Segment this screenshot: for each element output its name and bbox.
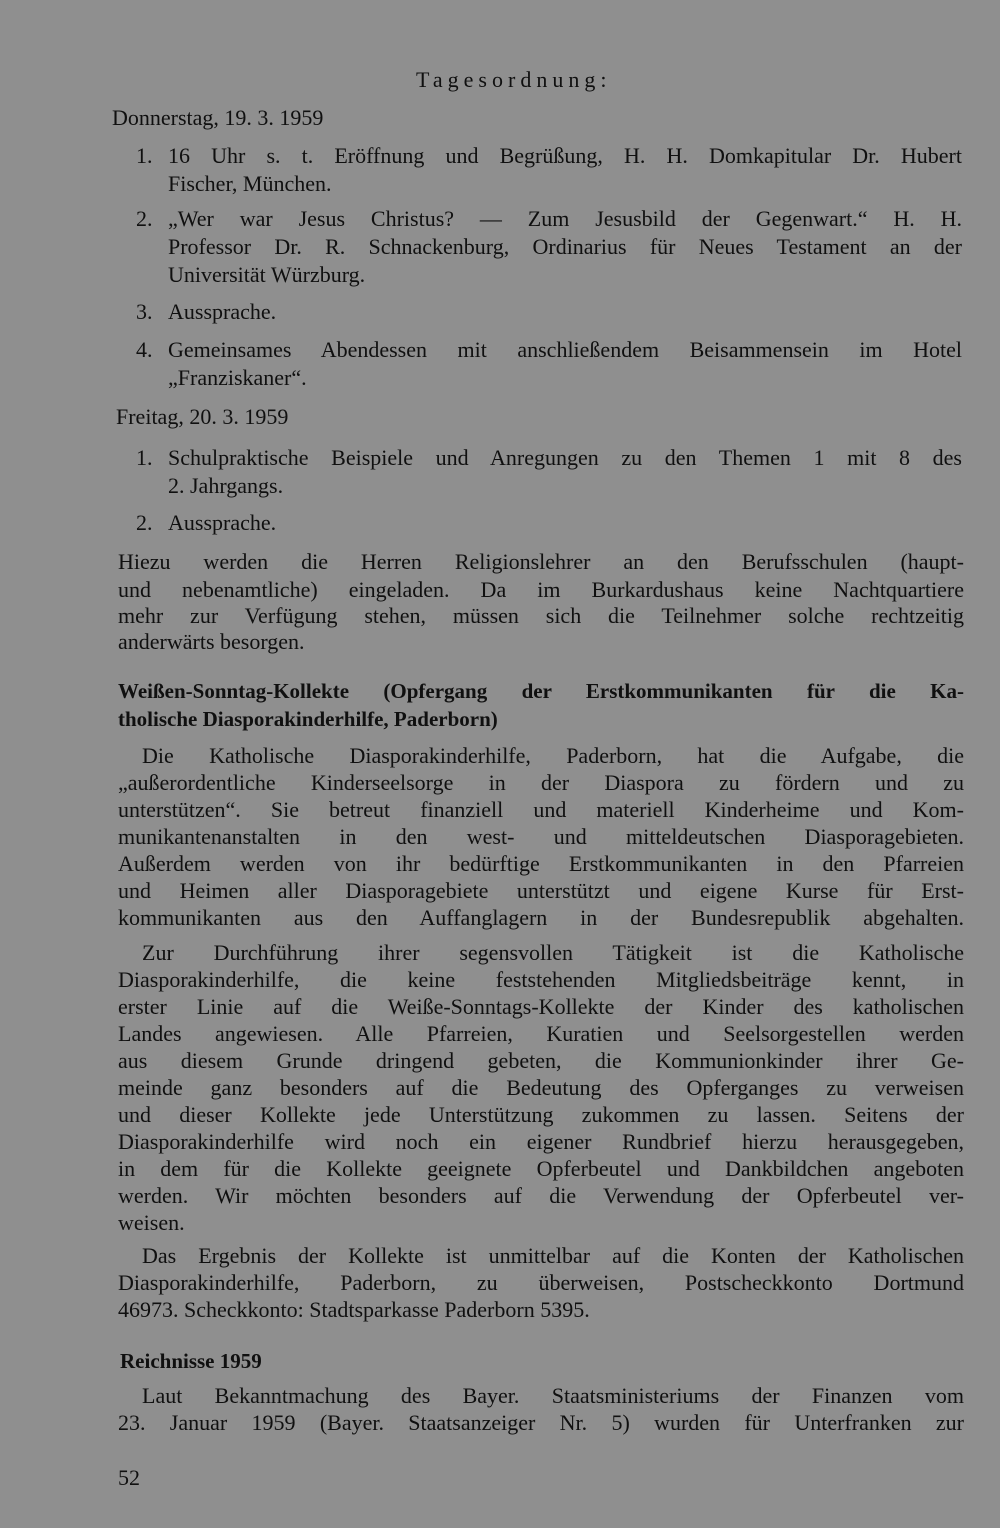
- body-text: in dem für die Kollekte geeignete Opferbeutel und Dankbildchen angeboten: [118, 1156, 964, 1181]
- body-text: Das Ergebnis der Kollekte ist unmittelbar auf die Konten der Katholischen: [142, 1243, 964, 1268]
- item-text: Fischer, München.: [168, 171, 332, 196]
- section-heading: Reichnisse 1959: [120, 1349, 262, 1373]
- body-text: unterstützen“. Sie betreut finanziell und materiell Kinderheime und Kom-: [118, 797, 964, 822]
- body-text: Außerdem werden von ihr bedürftige Erstkommunikanten in den Pfarreien: [118, 851, 964, 876]
- day-date: Donnerstag, 19. 3. 1959: [112, 105, 324, 130]
- page-number: 52: [118, 1465, 140, 1490]
- note-text: Hiezu werden die Herren Religionslehrer an den Berufsschulen (haupt-: [118, 549, 964, 574]
- body-text: munikantenanstalten in den west- und mitteldeutschen Diasporagebieten.: [118, 824, 964, 849]
- body-text: erster Linie auf die Weiße-Sonntags-Kollekte der Kinder des katholischen: [118, 994, 964, 1019]
- body-text: 46973. Scheckkonto: Stadtsparkasse Paderborn 5395.: [118, 1297, 590, 1322]
- item-text: Aussprache.: [168, 299, 277, 324]
- item-text: 16 Uhr s. t. Eröffnung und Begrüßung, H. H. Domkapitular Dr. Hubert: [168, 143, 962, 168]
- agenda-title: Tagesordnung:: [416, 67, 612, 92]
- item-number: 3.: [136, 299, 153, 324]
- item-text: Universität Würzburg.: [168, 262, 366, 287]
- body-text: werden. Wir möchten besonders auf die Verwendung der Opferbeutel ver-: [118, 1183, 964, 1208]
- body-text: Landes angewiesen. Alle Pfarreien, Kuratien und Seelsorgestellen werden: [118, 1021, 964, 1046]
- item-text: „Wer war Jesus Christus? — Zum Jesusbild der Gegenwart.“ H. H.: [168, 206, 962, 231]
- body-text: Diasporakinderhilfe wird noch ein eigener Rundbrief hierzu herausgegeben,: [118, 1129, 964, 1154]
- day-date: Freitag, 20. 3. 1959: [116, 404, 289, 429]
- item-text: Gemeinsames Abendessen mit anschließendem Beisammensein im Hotel: [168, 337, 962, 362]
- body-text: „außerordentliche Kinderseelsorge in der Diaspora zu fördern und zu: [118, 770, 964, 795]
- item-number: 4.: [136, 337, 153, 362]
- body-text: meinde ganz besonders auf die Bedeutung des Opferganges zu verweisen: [118, 1075, 964, 1100]
- item-text: Schulpraktische Beispiele und Anregungen zu den Themen 1 mit 8 des: [168, 445, 962, 470]
- item-text: „Franziskaner“.: [168, 365, 307, 390]
- item-number: 2.: [136, 510, 153, 535]
- body-text: kommunikanten aus den Auffanglagern in der Bundesrepublik abgehalten.: [118, 905, 964, 930]
- note-text: anderwärts besorgen.: [118, 629, 305, 654]
- body-text: Diasporakinderhilfe, Paderborn, zu überweisen, Postscheckkonto Dortmund: [118, 1270, 964, 1295]
- body-text: aus diesem Grunde dringend gebeten, die Kommunionkinder ihrer Ge-: [118, 1048, 964, 1073]
- item-text: Professor Dr. R. Schnackenburg, Ordinarius für Neues Testament an der: [168, 234, 962, 259]
- item-number: 1.: [136, 143, 153, 168]
- body-text: Die Katholische Diasporakinderhilfe, Paderborn, hat die Aufgabe, die: [142, 743, 964, 768]
- item-number: 2.: [136, 206, 153, 231]
- body-text: weisen.: [118, 1210, 185, 1235]
- section-heading: tholische Diasporakinderhilfe, Paderborn): [118, 707, 498, 731]
- body-text: und Heimen aller Diasporagebiete unterstützt und eigene Kurse für Erst-: [118, 878, 964, 903]
- item-text: Aussprache.: [168, 510, 277, 535]
- item-text: 2. Jahrgangs.: [168, 473, 284, 498]
- body-text: und dieser Kollekte jede Unterstützung zukommen zu lassen. Seitens der: [118, 1102, 964, 1127]
- item-number: 1.: [136, 445, 153, 470]
- body-text: Diasporakinderhilfe, die keine feststehenden Mitgliedsbeiträge kennt, in: [118, 967, 964, 992]
- note-text: und nebenamtliche) eingeladen. Da im Burkardushaus keine Nachtquartiere: [118, 577, 964, 602]
- note-text: mehr zur Verfügung stehen, müssen sich die Teilnehmer solche rechtzeitig: [118, 603, 964, 628]
- body-text: Zur Durchführung ihrer segensvollen Tätigkeit ist die Katholische: [142, 940, 964, 965]
- body-text: Laut Bekanntmachung des Bayer. Staatsministeriums der Finanzen vom: [142, 1383, 964, 1408]
- section-heading: Weißen-Sonntag-Kollekte (Opfergang der Erstkommunikanten für die Ka-: [118, 679, 964, 703]
- body-text: 23. Januar 1959 (Bayer. Staatsanzeiger Nr. 5) wurden für Unterfranken zur: [118, 1410, 964, 1435]
